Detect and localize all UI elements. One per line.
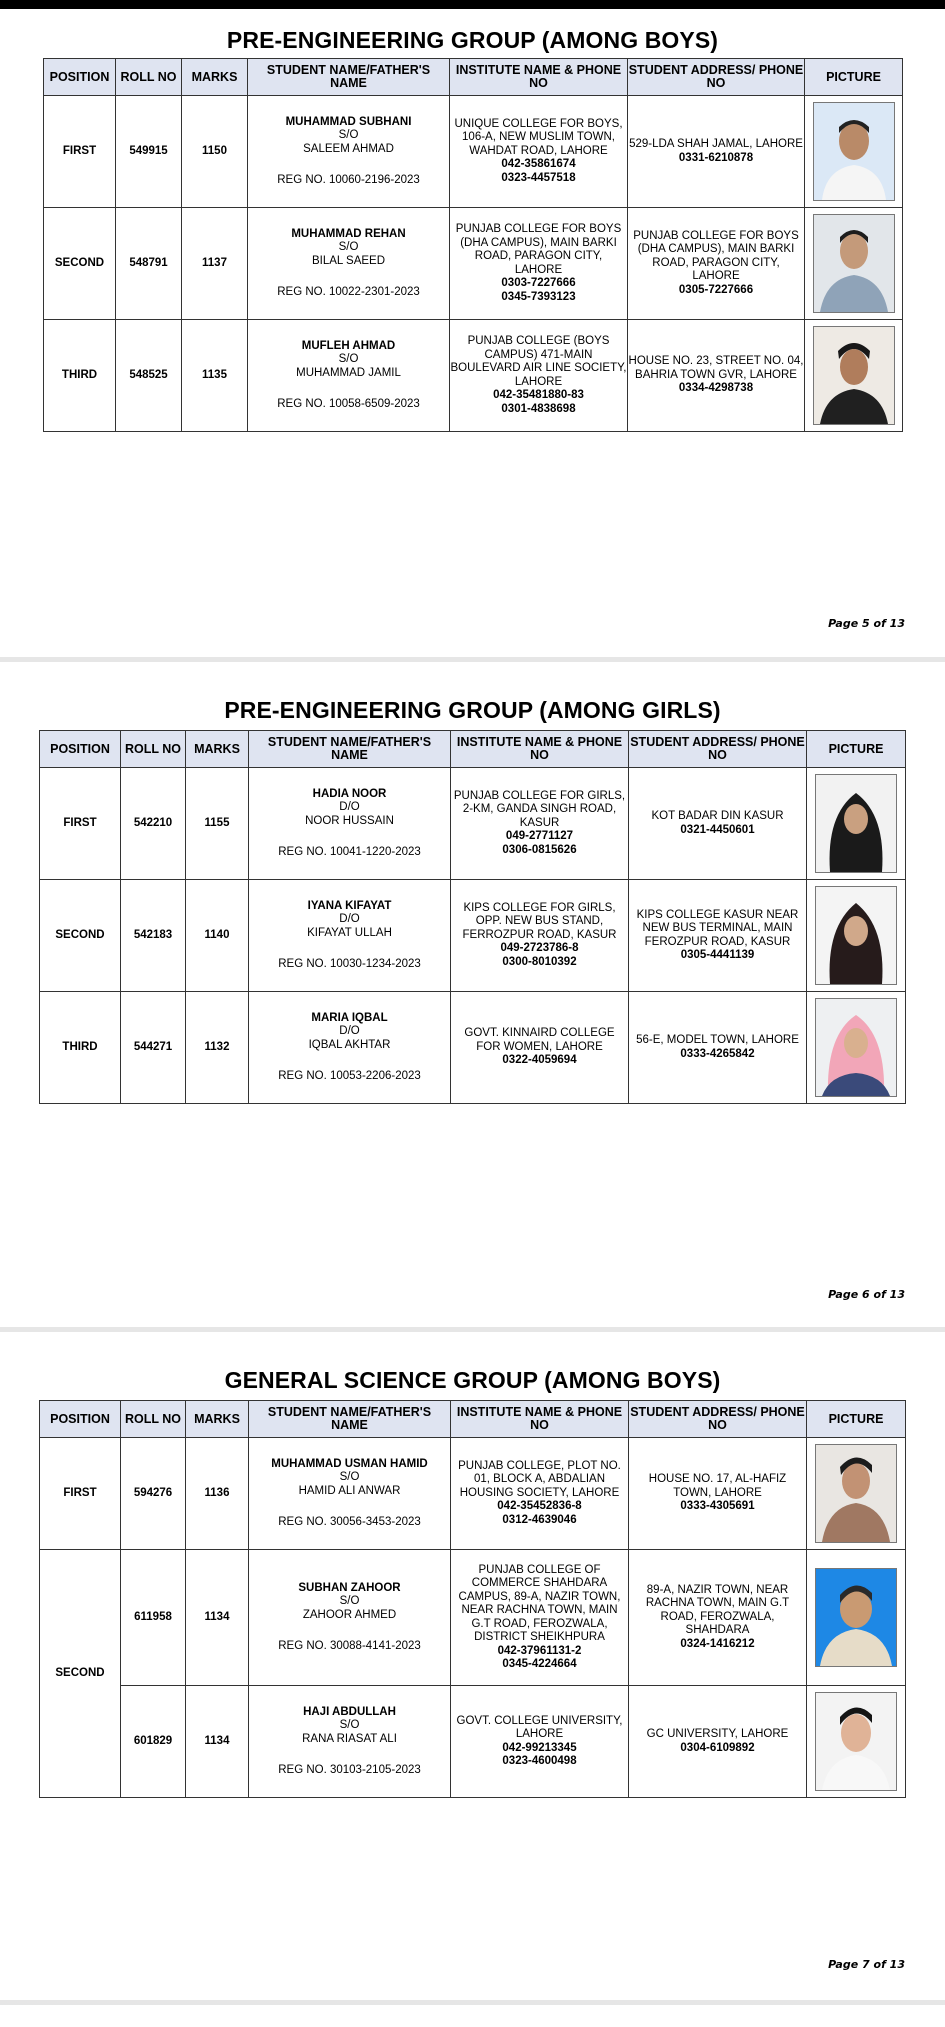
page-title: PRE-ENGINEERING GROUP (AMONG BOYS) (226, 27, 719, 53)
page-separator (0, 2000, 945, 2005)
marks-cell: 1134 (186, 1550, 249, 1686)
relation: S/O (339, 1595, 360, 1607)
father-name: RANA RIASAT ALI (302, 1732, 397, 1745)
reg-no: REG NO. 30056-3453-2023 (278, 1516, 421, 1528)
student-cell (248, 208, 450, 320)
table-row (40, 880, 906, 992)
results-table (39, 730, 906, 1104)
position-cell: FIRST (40, 1438, 121, 1550)
header-position: POSITION (44, 59, 116, 96)
institute-cell (451, 768, 629, 880)
picture-cell (807, 768, 906, 880)
address-cell (629, 1550, 807, 1686)
table-row (44, 208, 903, 320)
student-name: MUHAMMAD REHAN (291, 227, 406, 240)
institute-cell (451, 1438, 629, 1550)
address-phone: 0321-4450601 (680, 823, 755, 836)
institute-name: PUNJAB COLLEGE (BOYS CAMPUS) 471-MAIN BOULEVARD AIR LINE SOCIETY, LAHORE (450, 335, 627, 388)
reg-no: REG NO. 10053-2206-2023 (278, 1070, 421, 1082)
institute-name: KIPS COLLEGE FOR GIRLS, OPP. NEW BUS STAND, FERROZPUR ROAD, KASUR (462, 901, 617, 941)
page-6 (0, 662, 945, 1327)
relation: D/O (339, 801, 360, 813)
student-name: HADIA NOOR (312, 787, 387, 800)
header-address: STUDENT ADDRESS/ PHONE NO (629, 1401, 807, 1438)
father-name: BILAL SAEED (311, 254, 386, 267)
student-photo (815, 774, 897, 873)
marks-cell: 1136 (186, 1438, 249, 1550)
reg-no: REG NO. 10041-1220-2023 (278, 846, 421, 858)
institute-phone: 0323-4457518 (501, 171, 576, 184)
student-photo (813, 214, 895, 313)
header-position: POSITION (40, 1401, 121, 1438)
student-name: HAJI ABDULLAH (303, 1705, 396, 1718)
header-institute: INSTITUTE NAME & PHONE NO (451, 1401, 629, 1438)
page-7 (0, 1332, 945, 1997)
relation: S/O (339, 1471, 360, 1483)
header-marks: MARKS (182, 59, 248, 96)
header-marks: MARKS (186, 1401, 249, 1438)
table-header (40, 731, 906, 768)
marks-cell: 1137 (182, 208, 248, 320)
relation: D/O (339, 913, 360, 925)
position-cell: FIRST (40, 768, 121, 880)
header-position: POSITION (40, 731, 121, 768)
institute-cell (451, 880, 629, 992)
position-cell: THIRD (44, 320, 116, 432)
institute-name: PUNJAB COLLEGE FOR BOYS (DHA CAMPUS), MAIN BARKI ROAD, PARAGON CITY, LAHORE (455, 223, 622, 276)
picture-cell (805, 208, 903, 320)
institute-name: PUNJAB COLLEGE OF COMMERCE SHAHDARA CAMPUS, 89-A, NAZIR TOWN, NEAR RACHNA TOWN, MAIN G.T ROAD, FEROZWALA, DISTRICT SHEIKHPURA (458, 1563, 621, 1643)
institute-phone: 042-35481880-83 (493, 389, 584, 401)
picture-cell (807, 1550, 906, 1686)
student-cell (249, 992, 451, 1104)
student-address: GC UNIVERSITY, LAHORE (646, 1728, 789, 1740)
marks-cell: 1135 (182, 320, 248, 432)
institute-phone: 049-2771127 (505, 830, 574, 843)
institute-phone: 0322-4059694 (502, 1054, 577, 1067)
institute-name: GOVT. KINNAIRD COLLEGE FOR WOMEN, LAHORE (464, 1027, 615, 1053)
student-address: 89-A, NAZIR TOWN, NEAR RACHNA TOWN, MAIN G.T ROAD, FEROZWALA, SHAHDARA (645, 1583, 790, 1637)
student-name: MARIA IQBAL (311, 1011, 388, 1024)
institute-phone: 0306-0815626 (502, 843, 577, 856)
student-name: SUBHAN ZAHOOR (298, 1581, 401, 1594)
father-name: KIFAYAT ULLAH (307, 926, 392, 939)
page-5 (0, 9, 945, 659)
address-cell (629, 880, 807, 992)
institute-cell (450, 96, 628, 208)
address-cell (629, 992, 807, 1104)
student-photo (815, 886, 897, 985)
student-name: MUHAMMAD USMAN HAMID (271, 1457, 428, 1470)
address-phone: 0333-4305691 (680, 1500, 755, 1513)
reg-no: REG NO. 30088-4141-2023 (278, 1640, 421, 1652)
institute-cell (450, 208, 628, 320)
address-phone: 0331-6210878 (678, 151, 754, 164)
page-title: GENERAL SCIENCE GROUP (AMONG BOYS) (224, 1367, 721, 1393)
picture-cell (805, 320, 903, 432)
student-name: MUFLEH AHMAD (301, 339, 396, 352)
marks-cell: 1134 (186, 1686, 249, 1798)
reg-no: REG NO. 10060-2196-2023 (277, 174, 420, 186)
student-cell (248, 96, 450, 208)
roll-cell: 544271 (121, 992, 186, 1104)
relation: S/O (338, 129, 359, 141)
reg-no: REG NO. 10030-1234-2023 (278, 958, 421, 970)
address-phone: 0333-4265842 (680, 1047, 755, 1060)
father-name: HAMID ALI ANWAR (298, 1484, 401, 1497)
institute-phone: 0323-4600498 (502, 1755, 577, 1767)
header-address: STUDENT ADDRESS/ PHONE NO (629, 731, 807, 768)
institute-name: PUNJAB COLLEGE FOR GIRLS, 2-KM, GANDA SINGH ROAD, KASUR (453, 789, 626, 829)
header-roll: ROLL NO (116, 59, 182, 96)
page-number: Page 6 of 13 (828, 1288, 905, 1301)
institute-phone: 042-35452836-8 (497, 1500, 582, 1513)
roll-cell: 611958 (121, 1550, 186, 1686)
table-header (40, 1401, 906, 1438)
header-marks: MARKS (186, 731, 249, 768)
header-picture: PICTURE (807, 731, 906, 768)
reg-no: REG NO. 10022-2301-2023 (277, 286, 420, 298)
header-address: STUDENT ADDRESS/ PHONE NO (628, 59, 805, 96)
roll-cell: 548791 (116, 208, 182, 320)
roll-cell: 549915 (116, 96, 182, 208)
marks-cell: 1132 (186, 992, 249, 1104)
relation: S/O (338, 353, 359, 365)
student-photo (815, 1444, 897, 1543)
address-phone: 0304-6109892 (680, 1741, 755, 1754)
institute-phone: 0303-7227666 (501, 277, 576, 289)
father-name: MUHAMMAD JAMIL (296, 366, 401, 379)
institute-phone: 0312-4639046 (502, 1513, 577, 1526)
student-cell (249, 1550, 451, 1686)
student-address: KIPS COLLEGE KASUR NEAR NEW BUS TERMINAL, MAIN FEROZPUR ROAD, KASUR (636, 908, 799, 948)
student-address: 56-E, MODEL TOWN, LAHORE (636, 1034, 799, 1046)
father-name: ZAHOOR AHMED (302, 1608, 397, 1621)
marks-cell: 1140 (186, 880, 249, 992)
position-cell: SECOND (40, 880, 121, 992)
header-picture: PICTURE (807, 1401, 906, 1438)
student-name: IYANA KIFAYAT (307, 899, 392, 912)
student-photo (815, 1692, 897, 1791)
address-cell (628, 208, 805, 320)
address-phone: 0324-1416212 (680, 1637, 755, 1650)
page-number: Page 5 of 13 (828, 617, 905, 630)
institute-phone: 0345-4224664 (502, 1658, 577, 1670)
table-header (44, 59, 903, 96)
page-number: Page 7 of 13 (828, 1958, 905, 1971)
header-name: STUDENT NAME/FATHER'S NAME (248, 59, 450, 96)
roll-cell: 601829 (121, 1686, 186, 1798)
student-address: HOUSE NO. 23, STREET NO. 04, BAHRIA TOWN GVR, LAHORE (628, 355, 804, 381)
address-phone: 0334-4298738 (678, 382, 754, 395)
relation: S/O (339, 1719, 360, 1731)
institute-cell (451, 992, 629, 1104)
page-title: PRE-ENGINEERING GROUP (AMONG GIRLS) (224, 697, 721, 723)
header-institute: INSTITUTE NAME & PHONE NO (450, 59, 628, 96)
institute-cell (451, 1550, 629, 1686)
address-cell (628, 320, 805, 432)
table-row (40, 1438, 906, 1550)
institute-phone: 049-2723786-8 (500, 942, 579, 955)
picture-cell (805, 96, 903, 208)
relation: D/O (339, 1025, 360, 1037)
address-cell (629, 1438, 807, 1550)
position-cell: SECOND (44, 208, 116, 320)
student-cell (249, 768, 451, 880)
student-photo (815, 1568, 897, 1667)
institute-name: PUNJAB COLLEGE, PLOT NO. 01, BLOCK A, ABDALIAN HOUSING SOCIETY, LAHORE (458, 1459, 621, 1499)
relation: S/O (338, 241, 359, 253)
picture-cell (807, 992, 906, 1104)
header-name: STUDENT NAME/FATHER'S NAME (249, 1401, 451, 1438)
header-name: STUDENT NAME/FATHER'S NAME (249, 731, 451, 768)
student-name: MUHAMMAD SUBHANI (285, 115, 412, 128)
father-name: SALEEM AHMAD (303, 142, 394, 155)
header-institute: INSTITUTE NAME & PHONE NO (451, 731, 629, 768)
institute-phone: 042-35861674 (501, 158, 576, 171)
roll-cell: 594276 (121, 1438, 186, 1550)
roll-cell: 548525 (116, 320, 182, 432)
address-phone: 0305-4441139 (680, 949, 755, 961)
header-picture: PICTURE (805, 59, 903, 96)
student-cell (249, 1686, 451, 1798)
position-cell: THIRD (40, 992, 121, 1104)
results-table (43, 58, 903, 432)
student-address: 529-LDA SHAH JAMAL, LAHORE (629, 138, 803, 150)
picture-cell (807, 1438, 906, 1550)
picture-cell (807, 1686, 906, 1798)
picture-cell (807, 880, 906, 992)
table-row (40, 1550, 906, 1686)
student-cell (249, 880, 451, 992)
student-photo (813, 102, 895, 201)
student-cell (248, 320, 450, 432)
address-phone: 0305-7227666 (678, 283, 754, 296)
header-roll: ROLL NO (121, 1401, 186, 1438)
position-cell: FIRST (44, 96, 116, 208)
institute-phone: 0300-8010392 (502, 955, 577, 968)
table-row (44, 96, 903, 208)
top-bar (0, 0, 945, 9)
table-row (40, 768, 906, 880)
address-cell (629, 1686, 807, 1798)
header-roll: ROLL NO (121, 731, 186, 768)
institute-cell (450, 320, 628, 432)
address-cell (629, 768, 807, 880)
student-photo (813, 326, 895, 425)
father-name: IQBAL AKHTAR (308, 1038, 391, 1051)
institute-cell (451, 1686, 629, 1798)
institute-name: UNIQUE COLLEGE FOR BOYS, 106-A, NEW MUSLIM TOWN, WAHDAT ROAD, LAHORE (454, 117, 623, 157)
marks-cell: 1150 (182, 96, 248, 208)
roll-cell: 542183 (121, 880, 186, 992)
institute-phone: 042-99213345 (502, 1741, 577, 1754)
reg-no: REG NO. 30103-2105-2023 (278, 1764, 421, 1776)
student-address: PUNJAB COLLEGE FOR BOYS (DHA CAMPUS), MAIN BARKI ROAD, PARAGON CITY, LAHORE (633, 229, 799, 283)
father-name: NOOR HUSSAIN (305, 814, 394, 827)
student-cell (249, 1438, 451, 1550)
institute-phone: 0345-7393123 (501, 290, 576, 303)
table-row (40, 992, 906, 1104)
student-address: KOT BADAR DIN KASUR (651, 810, 784, 822)
institute-phone: 0301-4838698 (501, 402, 576, 415)
results-table (39, 1400, 906, 1798)
table-row (44, 320, 903, 432)
student-address: HOUSE NO. 17, AL-HAFIZ TOWN, LAHORE (648, 1473, 787, 1499)
roll-cell: 542210 (121, 768, 186, 880)
reg-no: REG NO. 10058-6509-2023 (277, 398, 420, 410)
marks-cell: 1155 (186, 768, 249, 880)
table-row (40, 1686, 906, 1798)
institute-phone: 042-37961131-2 (497, 1644, 582, 1657)
student-photo (815, 998, 897, 1097)
institute-name: GOVT. COLLEGE UNIVERSITY, LAHORE (456, 1714, 623, 1740)
position-cell: SECOND (40, 1550, 121, 1798)
address-cell (628, 96, 805, 208)
